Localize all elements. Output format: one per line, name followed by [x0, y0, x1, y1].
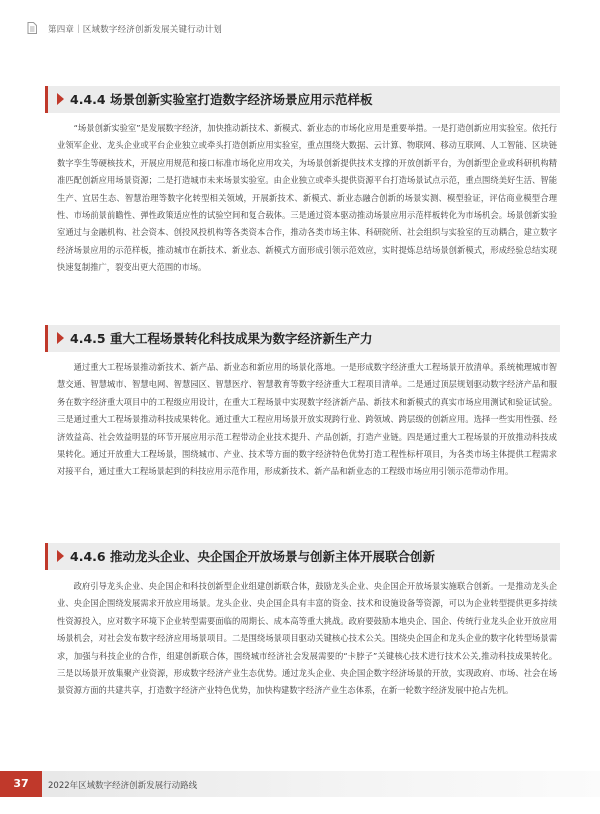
section-heading-4-4-6 — [45, 543, 560, 570]
triangle-marker-icon — [57, 332, 64, 344]
section-paragraph: 通过重大工程场景推动新技术、新产品、新业态和新应用的场景化落地。一是形成数字经济重大工程场景开放清单。系统梳理城市智慧交通、智慧城市、智慧电网、智慧园区、智慧医疗、智慧教育等数字经济重大工程项目清单。二是通过顶层规划驱动数字经济产品和服务在数字经济重大项目中的工程级应用设计，在重大工程场景中实现数字经济新产品、新技术和新模式的真实市场应用测试和验证试验。三是通过重大工程场景推动科技成果转化。通过重大工程应用场景开放实现跨行业、跨领域、跨层级的创新应用。选择一些实用性强、经济效益高、社会效益明显的环节开展应用示范工程带动企业技术提升、产品创新，打造产业链。四是通过重大工程场景的开放推动科技成果转化。通过开放重大工程场景，围绕城市、产业、技术等方面的数字经济特色优势打造工程性标杆项目，为各类市场主体提供工程需求对接平台，通过重大工程场景起到的科技应用示范作用，形成新技术、新产品和新业态的工程级市场应用引领示范带动作用。 — [57, 362, 557, 477]
triangle-marker-icon — [57, 550, 64, 562]
page-footer — [0, 771, 600, 797]
section-paragraph: “场景创新实验室”是发展数字经济，加快推动新技术、新模式、新业态的市场化应用是重要举措。一是打造创新应用实验室。依托行业领军企业、龙头企业或平台企业独立或牵头打造创新应用实验室，重点围绕大数据、云计算、物联网、移动互联网、人工智能、区块链数字孪生等硬核技术，开展应用规范和接口标准市场化应用攻关，为场景创新提供技术支撑的开放创新平台，为创新型企业或科研机构精准匹配创新应用场景资源；二是打造城市未来场景实验室。由企业独立或牵头提供资源平台打造场景试点示范，重点围绕美好生活、智能生产、宜居生态、智慧治理等数字化转型相关领域，开展新技术、新模式、新业态融合创新的场景实测、模型验证，评估商业模型合理性、市场前景前瞻性、弹性政策适应性的试验空间和复合载体。三是通过资本驱动推动场景应用示范样板转化为市场机会。场景创新实验室通过与金融机构、社会资本、创投风投机构等各类资本合作，推动各类市场主体、科研院所、社会组织与实验室的互动耦合，建立数字经济场景应用的示范样板，推动城市在新技术、新业态、新模式方面形成引领示范效应，实时提炼总结场景创新模式，形成经验总结实现快速复制推广，裂变出更大范围的市场。 — [57, 123, 557, 273]
section-title: 4.4.4 场景创新实验室打造数字经济场景应用示范样板 — [70, 92, 373, 107]
section-heading-4-4-5 — [45, 325, 560, 352]
page-number: 37 — [0, 771, 42, 797]
report-title: 2022年区域数字经济创新发展行动路线 — [48, 781, 198, 791]
page-header — [0, 0, 600, 58]
section-heading-4-4-4 — [45, 86, 560, 113]
triangle-marker-icon — [57, 93, 64, 105]
section-paragraph: 政府引导龙头企业、央企国企和科技创新型企业组建创新联合体，鼓励龙头企业、央企国企开放场景实施联合创新。一是推动龙头企业、央企国企围绕发展需求开放应用场景。龙头企业、央企国企具有丰富的资金、技术和设施设备等资源，可以为企业转型提供更多持续性资源投入，应对数字环境下企业转型需要面临的周期长、成本高等重大挑战。政府要鼓励本地央企、国企、传统行业龙头企业开放应用场景机会，对社会发布数字经济应用场景项目。二是围绕场景项目驱动关键核心技术公关。围绕央企国企和龙头企业的数字化转型场景需求，加强与科技企业的合作，组建创新联合体，围绕城市经济社会发展需要的“卡脖子”关键核心技术进行技术公关,推动科技成果转化。三是以场景开放集聚产业资源，形成数字经济产业生态优势。通过龙头企业、央企国企数字经济场景的开放，实现政府、市场、社会在场景资源方面的共建共享，打造数字经济产业特色优势，加快构建数字经济产业生态体系，在新一轮数字经济发展中抢占先机。 — [57, 581, 557, 696]
section-title: 4.4.5 重大工程场景转化科技成果为数字经济新生产力 — [70, 331, 373, 346]
chapter-title: 第四章｜区域数字经济创新发展关键行动计划 — [48, 25, 223, 35]
document-icon — [27, 22, 37, 34]
section-title: 4.4.6 推动龙头企业、央企国企开放场景与创新主体开展联合创新 — [70, 549, 435, 564]
